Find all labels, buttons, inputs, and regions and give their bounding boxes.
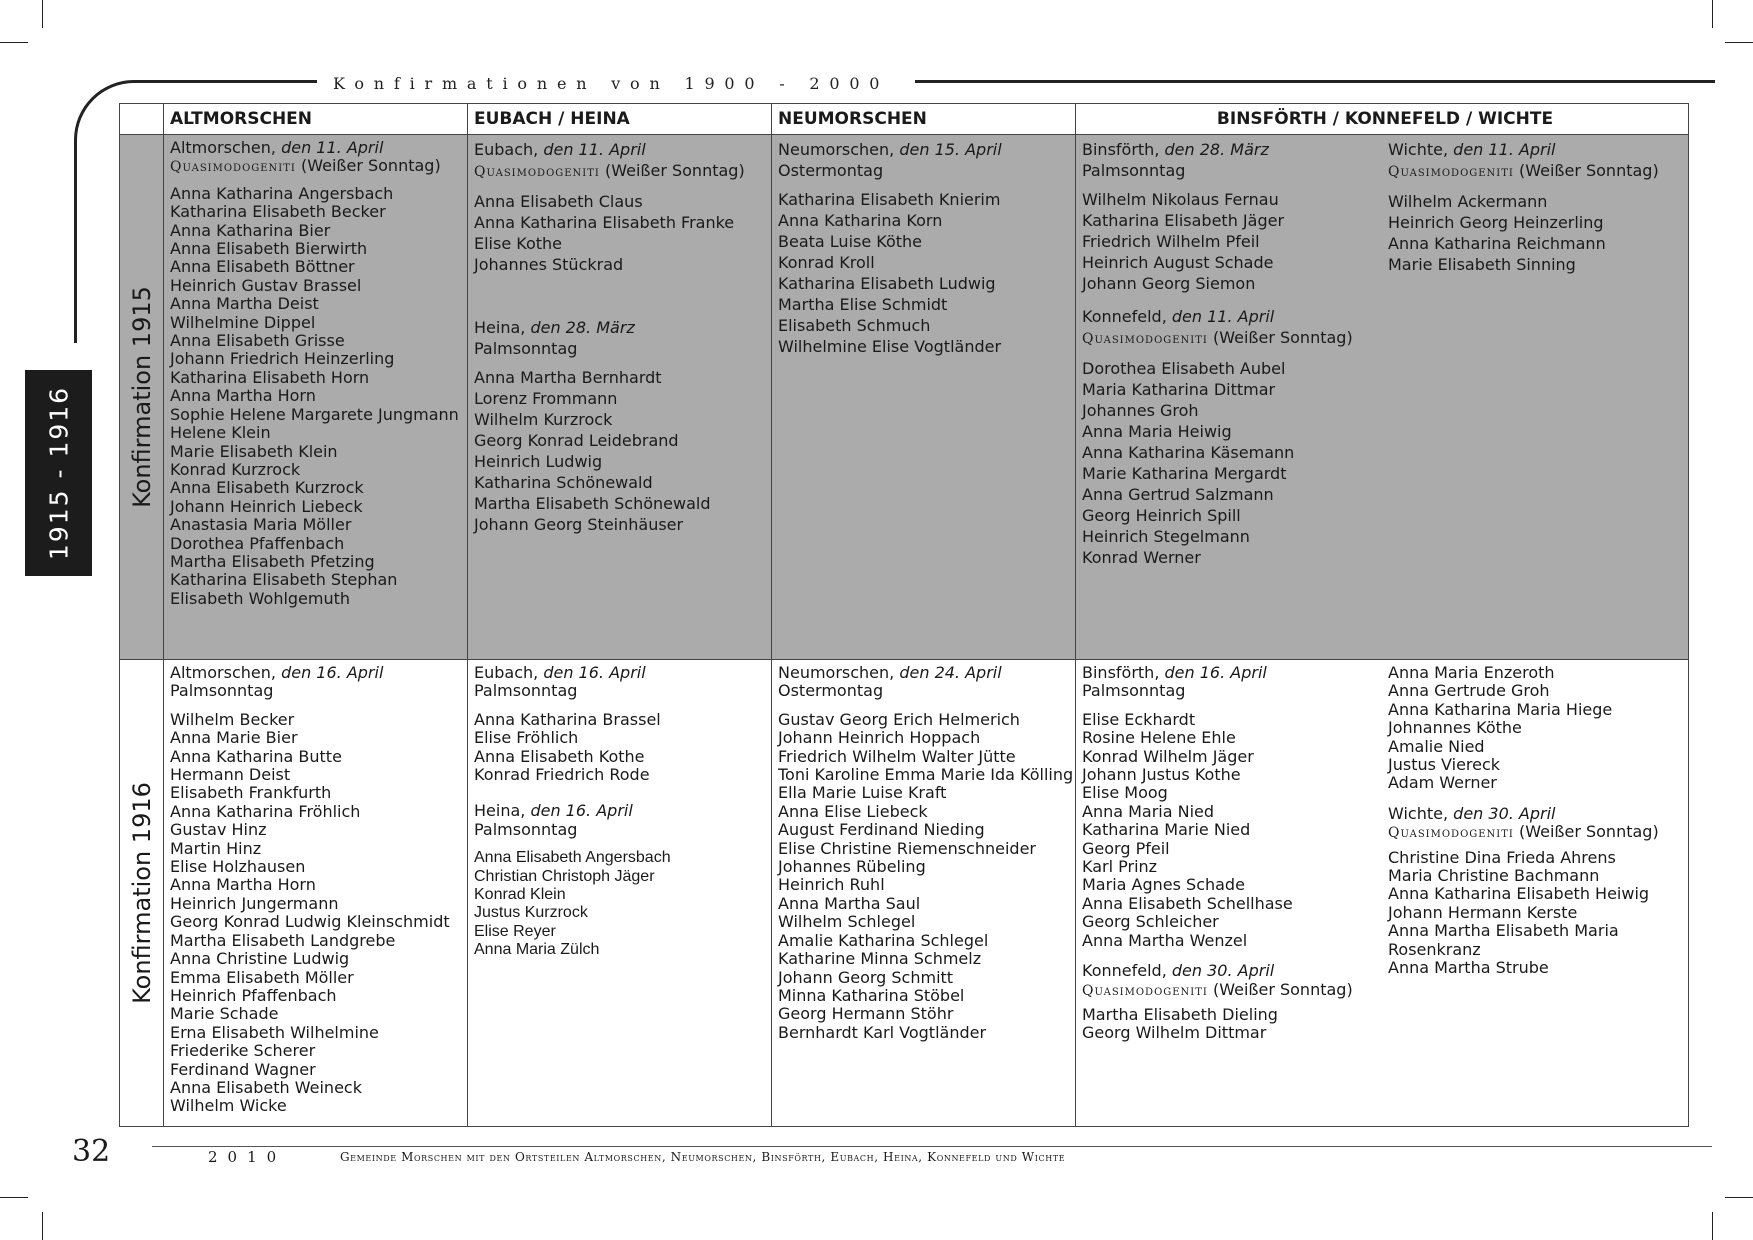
list-item: Konrad Kroll xyxy=(778,253,875,272)
crop-mark xyxy=(1712,1212,1713,1240)
footer-year: 2010 xyxy=(208,1148,287,1166)
list-item: Heinrich August Schade xyxy=(1082,253,1274,272)
name-list xyxy=(1082,189,1376,294)
event-feast: Quasimodogeniti (Weißer Sonntag) xyxy=(474,161,745,180)
list-item: Heinrich Pfaffenbach xyxy=(170,985,337,1005)
event-heading: Altmorschen, den 16. April xyxy=(170,663,384,682)
name-list xyxy=(474,849,765,959)
list-item: Anna Katharina Butte xyxy=(170,746,342,766)
list-item: Johann Friedrich Heinzerling xyxy=(170,349,395,369)
cell-altmorschen-1915 xyxy=(164,135,468,660)
list-item: Anna Martha Strube xyxy=(1388,958,1549,978)
event-sub: Palmsonntag xyxy=(474,819,578,839)
cell-eubach-heina-1916 xyxy=(468,660,772,1127)
list-item: Christine Dina Frieda Ahrens xyxy=(1388,847,1616,867)
list-item: Amalie Katharina Schlegel xyxy=(778,930,989,950)
list-item: Georg Heinrich Spill xyxy=(1082,506,1241,525)
list-item: Elise Kothe xyxy=(474,234,563,253)
list-item: Anna Elise Liebeck xyxy=(778,801,928,821)
event-heading: Binsförth, den 16. April xyxy=(1082,663,1267,682)
list-item: Anna Elisabeth Kurzrock xyxy=(170,478,364,498)
list-item: Anna Maria Heiwig xyxy=(1082,422,1232,441)
list-item: Anna Elisabeth Schellhase xyxy=(1082,893,1293,913)
list-item: Anna Martha Deist xyxy=(170,294,319,314)
event-feast: Quasimodogeniti (Weißer Sonntag) xyxy=(1082,328,1353,347)
list-item: Anastasia Maria Möller xyxy=(170,515,352,535)
list-item: Martha Elise Schmidt xyxy=(778,295,948,314)
list-item: Dorothea Pfaffenbach xyxy=(170,533,345,553)
list-item: Anna Marie Bier xyxy=(170,728,298,748)
list-item: Anna Martha Saul xyxy=(778,893,921,913)
event-heading: Konnefeld, den 11. April xyxy=(1082,307,1275,326)
name-list xyxy=(170,711,461,1116)
list-item: Elise Christine Riemenschneider xyxy=(778,838,1036,858)
list-item: Anna Maria Enzeroth xyxy=(1388,663,1555,682)
list-item: Johann Justus Kothe xyxy=(1082,765,1241,785)
list-item: Anna Gertrud Salzmann xyxy=(1082,485,1274,504)
row-label-1916: Konfirmation 1916 xyxy=(120,660,164,1127)
list-item: Anna Martha Bernhardt xyxy=(474,368,662,387)
list-item: Sophie Helene Margarete Jungmann xyxy=(170,404,459,424)
list-item: Elisabeth Schmuch xyxy=(778,316,931,335)
cell-eubach-heina-1915 xyxy=(468,135,772,660)
list-item: August Ferdinand Nieding xyxy=(778,820,985,840)
list-item: Anna Elisabeth Angersbach xyxy=(474,849,671,867)
list-item: Maria Katharina Dittmar xyxy=(1082,380,1276,399)
list-item: Konrad Wilhelm Jäger xyxy=(1082,746,1254,766)
event-heading: Wichte, den 30. April xyxy=(1388,803,1556,823)
list-item: Anna Elisabeth Claus xyxy=(474,192,643,211)
list-item: Konrad Friedrich Rode xyxy=(474,765,650,785)
name-list xyxy=(1388,664,1682,793)
list-item: Hermann Deist xyxy=(170,765,291,785)
list-item: Georg Wilhelm Dittmar xyxy=(1082,1023,1267,1043)
list-item: Anna Katharina Maria Hiege xyxy=(1388,699,1613,719)
name-list xyxy=(1388,849,1682,978)
name-list xyxy=(474,191,765,275)
list-item: Johannes Stückrad xyxy=(474,255,624,274)
list-item: Wilhelm Becker xyxy=(170,709,295,729)
row-label-1915: Konfirmation 1915 xyxy=(120,135,164,660)
event-heading: Heina, den 28. März xyxy=(474,318,635,337)
list-item: Maria Christine Bachmann xyxy=(1388,866,1600,886)
list-item: Anna Katharina Korn xyxy=(778,211,943,230)
footer-text: Gemeinde Morschen mit den Ortsteilen Altmorschen, Neumorschen, Binsförth, Eubach, Heina, Konnefeld und Wichte xyxy=(340,1150,1066,1164)
cell-neumorschen-1916 xyxy=(772,660,1076,1127)
list-item: Anna Katharina Angersbach xyxy=(170,183,394,203)
event-feast: Quasimodogeniti (Weißer Sonntag) xyxy=(1388,161,1659,180)
list-item: Anna Elisabeth Böttner xyxy=(170,257,355,277)
list-item: Georg Konrad Leidebrand xyxy=(474,431,679,450)
list-item: Rosenkranz xyxy=(1388,939,1481,959)
cell-neumorschen-1915 xyxy=(772,135,1076,660)
name-list xyxy=(778,189,1069,357)
list-item: Katharina Elisabeth Knierim xyxy=(778,190,1001,209)
column-header-eubach-heina: EUBACH / HEINA xyxy=(468,104,772,135)
list-item: Wilhelmine Elise Vogtländer xyxy=(778,337,1002,356)
list-item: Gustav Georg Erich Helmerich xyxy=(778,709,1020,729)
event-heading: Wichte, den 11. April xyxy=(1388,140,1556,159)
list-item: Anna Christine Ludwig xyxy=(170,949,350,969)
list-item: Georg Hermann Stöhr xyxy=(778,1004,954,1024)
list-item: Wilhelmine Dippel xyxy=(170,312,316,332)
list-item: Justus Kurzrock xyxy=(474,904,588,922)
list-item: Konrad Klein xyxy=(474,886,566,904)
crop-mark xyxy=(1725,1197,1753,1198)
event-heading: Altmorschen, den 11. April xyxy=(170,138,384,157)
list-item: Anna Katharina Elisabeth Heiwig xyxy=(1388,884,1650,904)
table-row-1916 xyxy=(120,660,1689,1127)
list-item: Lorenz Frommann xyxy=(474,389,618,408)
list-item: Wilhelm Wicke xyxy=(170,1096,287,1116)
event-heading: Eubach, den 11. April xyxy=(474,140,646,159)
list-item: Katharina Elisabeth Jäger xyxy=(1082,211,1285,230)
column-header-binsforth-konnefeld-wichte: BINSFÖRTH / KONNEFELD / WICHTE xyxy=(1076,104,1689,135)
name-list xyxy=(1082,711,1376,950)
list-item: Anna Katharina Käsemann xyxy=(1082,443,1295,462)
list-item: Amalie Nied xyxy=(1388,736,1485,756)
list-item: Rosine Helene Ehle xyxy=(1082,728,1236,748)
event-feast: Quasimodogeniti (Weißer Sonntag) xyxy=(1082,979,1353,999)
name-list xyxy=(474,367,765,535)
header-blank xyxy=(120,104,164,135)
list-item: Johann Hermann Kerste xyxy=(1388,902,1578,922)
list-item: Anna Katharina Bier xyxy=(170,220,331,240)
table-row-1915 xyxy=(120,135,1689,660)
crop-mark xyxy=(0,42,28,43)
crop-mark xyxy=(42,1212,43,1240)
list-item: Johannes Groh xyxy=(1082,401,1199,420)
event-heading: Neumorschen, den 24. April xyxy=(778,663,1002,682)
list-item: Minna Katharina Stöbel xyxy=(778,985,965,1005)
list-item: Elise Reyer xyxy=(474,922,556,940)
list-item: Heinrich Georg Heinzerling xyxy=(1388,213,1604,232)
list-item: Martha Elisabeth Dieling xyxy=(1082,1004,1278,1024)
name-list xyxy=(778,709,1074,1042)
list-item: Emma Elisabeth Möller xyxy=(170,967,354,987)
list-item: Johann Heinrich Liebeck xyxy=(170,496,363,516)
list-item: Heinrich Gustav Brassel xyxy=(170,275,362,295)
list-item: Johann Georg Schmitt xyxy=(778,967,954,987)
list-item: Dorothea Elisabeth Aubel xyxy=(1082,359,1286,378)
footer-rule xyxy=(152,1146,1712,1147)
event-sub: Palmsonntag xyxy=(1082,161,1186,180)
name-list xyxy=(170,185,461,608)
list-item: Katharina Elisabeth Ludwig xyxy=(778,274,996,293)
header-rule-right xyxy=(915,80,1715,83)
list-item: Konrad Werner xyxy=(1082,548,1201,567)
cell-binsforth-1916 xyxy=(1076,660,1689,1127)
list-item: Helene Klein xyxy=(170,423,271,443)
list-item: Anna Katharina Elisabeth Franke xyxy=(474,213,735,232)
list-item: Katharina Elisabeth Horn xyxy=(170,367,370,387)
list-item: Justus Viereck xyxy=(1388,755,1501,775)
list-item: Anna Elisabeth Bierwirth xyxy=(170,239,368,259)
year-tab xyxy=(25,370,92,576)
list-item: Martin Hinz xyxy=(170,838,262,858)
list-item: Elise Fröhlich xyxy=(474,728,579,748)
list-item: Maria Agnes Schade xyxy=(1082,875,1245,895)
name-list xyxy=(1082,358,1376,568)
name-list xyxy=(474,711,765,785)
list-item: Johannes Rübeling xyxy=(778,857,926,877)
crop-mark xyxy=(1725,42,1753,43)
list-item: Heinrich Ruhl xyxy=(778,875,885,895)
list-item: Marie Elisabeth Klein xyxy=(170,441,338,461)
page-number: 32 xyxy=(72,1134,111,1169)
confirmation-table xyxy=(119,103,1689,1127)
event-heading: Konnefeld, den 30. April xyxy=(1082,961,1275,981)
list-item: Beata Luise Köthe xyxy=(778,232,923,251)
list-item: Anna Elisabeth Kothe xyxy=(474,746,645,766)
list-item: Martha Elisabeth Schönewald xyxy=(474,494,711,513)
list-item: Bernhardt Karl Vogtländer xyxy=(778,1022,987,1042)
list-item: Konrad Kurzrock xyxy=(170,459,301,479)
list-item: Toni Karoline Emma Marie Ida Kölling xyxy=(778,765,1074,785)
list-item: Heinrich Stegelmann xyxy=(1082,527,1250,546)
list-item: Marie Katharina Mergardt xyxy=(1082,464,1287,483)
list-item: Wilhelm Kurzrock xyxy=(474,410,613,429)
event-heading: Heina, den 16. April xyxy=(474,801,633,821)
list-item: Anna Martha Horn xyxy=(170,875,316,895)
list-item: Ella Marie Luise Kraft xyxy=(778,783,947,803)
list-item: Georg Konrad Ludwig Kleinschmidt xyxy=(170,912,450,932)
event-heading: Neumorschen, den 15. April xyxy=(778,140,1002,159)
list-item: Johann Georg Siemon xyxy=(1082,274,1256,293)
list-item: Wilhelm Schlegel xyxy=(778,912,916,932)
list-item: Martha Elisabeth Landgrebe xyxy=(170,930,396,950)
list-item: Elisabeth Frankfurth xyxy=(170,783,332,803)
event-sub: Palmsonntag xyxy=(474,339,578,358)
column-header-neumorschen: NEUMORSCHEN xyxy=(772,104,1076,135)
list-item: Christian Christoph Jäger xyxy=(474,867,655,885)
list-item: Wilhelm Nikolaus Fernau xyxy=(1082,190,1279,209)
list-item: Heinrich Jungermann xyxy=(170,893,339,913)
list-item: Anna Katharina Brassel xyxy=(474,709,661,729)
list-item: Erna Elisabeth Wilhelmine xyxy=(170,1022,379,1042)
list-item: Anna Martha Wenzel xyxy=(1082,930,1248,950)
list-item: Gustav Hinz xyxy=(170,820,267,840)
list-item: Johann Heinrich Hoppach xyxy=(778,728,981,748)
list-item: Anna Elisabeth Weineck xyxy=(170,1077,362,1097)
event-feast: Quasimodogeniti (Weißer Sonntag) xyxy=(1388,822,1659,842)
list-item: Anna Maria Zülch xyxy=(474,941,600,959)
table-header-row xyxy=(120,104,1689,135)
crop-mark xyxy=(1712,0,1713,28)
crop-mark xyxy=(0,1197,28,1198)
list-item: Marie Elisabeth Sinning xyxy=(1388,255,1576,274)
cell-binsforth-1915 xyxy=(1076,135,1689,660)
list-item: Johann Georg Steinhäuser xyxy=(474,515,684,534)
list-item: Elise Holzhausen xyxy=(170,857,306,877)
list-item: Anna Gertrude Groh xyxy=(1388,681,1550,701)
list-item: Marie Schade xyxy=(170,1004,279,1024)
list-item: Katharina Schönewald xyxy=(474,473,653,492)
list-item: Adam Werner xyxy=(1388,773,1497,793)
list-item: Heinrich Ludwig xyxy=(474,452,603,471)
list-item: Anna Katharina Fröhlich xyxy=(170,801,361,821)
event-heading: Binsförth, den 28. März xyxy=(1082,140,1269,159)
event-sub: Palmsonntag xyxy=(170,681,274,701)
list-item: Friederike Scherer xyxy=(170,1041,316,1061)
event-feast: Quasimodogeniti (Weißer Sonntag) xyxy=(170,156,441,176)
list-item: Friedrich Wilhelm Walter Jütte xyxy=(778,746,1016,766)
list-item: Karl Prinz xyxy=(1082,857,1158,877)
cell-altmorschen-1916 xyxy=(164,660,468,1127)
list-item: Katharina Marie Nied xyxy=(1082,820,1251,840)
list-item: Georg Schleicher xyxy=(1082,912,1219,932)
crop-mark xyxy=(42,0,43,28)
list-item: Elise Moog xyxy=(1082,783,1168,803)
list-item: Anna Martha Elisabeth Maria xyxy=(1388,921,1619,941)
list-item: Elisabeth Wohlgemuth xyxy=(170,588,351,608)
list-item: Anna Katharina Reichmann xyxy=(1388,234,1606,253)
event-sub: Ostermontag xyxy=(778,681,884,701)
event-sub: Palmsonntag xyxy=(474,681,578,701)
list-item: Katharine Minna Schmelz xyxy=(778,949,982,969)
list-item: Anna Maria Nied xyxy=(1082,801,1215,821)
list-item: Martha Elisabeth Pfetzing xyxy=(170,551,375,571)
year-tab-label: 1915 - 1916 xyxy=(44,385,73,561)
list-item: Ferdinand Wagner xyxy=(170,1059,316,1079)
list-item: Friedrich Wilhelm Pfeil xyxy=(1082,232,1260,251)
list-item: Katharina Elisabeth Stephan xyxy=(170,570,398,590)
name-list xyxy=(1082,1006,1376,1043)
column-header-altmorschen: ALTMORSCHEN xyxy=(164,104,468,135)
name-list xyxy=(1388,191,1682,275)
page-title: Konfirmationen von 1900 - 2000 xyxy=(333,74,890,93)
list-item: Elise Eckhardt xyxy=(1082,709,1196,729)
event-sub: Ostermontag xyxy=(778,161,884,180)
list-item: Georg Pfeil xyxy=(1082,838,1170,858)
list-item: Wilhelm Ackermann xyxy=(1388,192,1548,211)
list-item: Johnannes Köthe xyxy=(1388,718,1522,738)
list-item: Katharina Elisabeth Becker xyxy=(170,202,386,222)
event-sub: Palmsonntag xyxy=(1082,681,1186,701)
event-heading: Eubach, den 16. April xyxy=(474,663,646,682)
list-item: Anna Martha Horn xyxy=(170,386,316,406)
list-item: Anna Elisabeth Grisse xyxy=(170,331,345,351)
